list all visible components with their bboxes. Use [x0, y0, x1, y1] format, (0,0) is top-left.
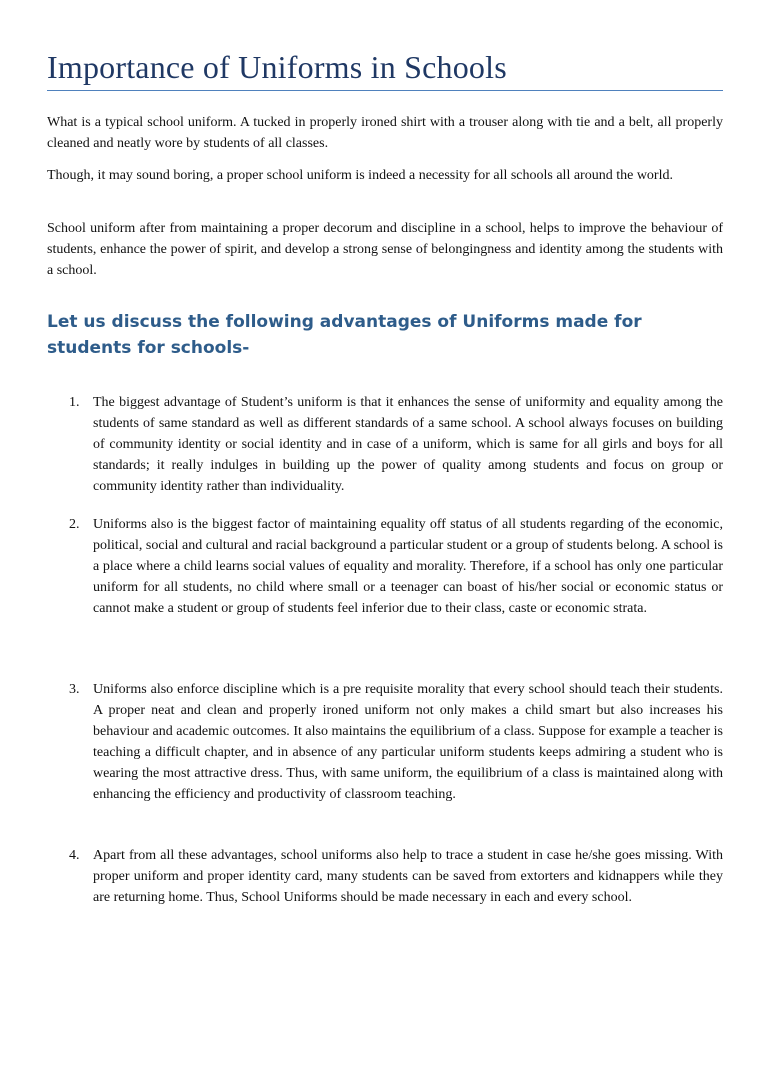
section-heading: Let us discuss the following advantages of Uniforms made for students for schools-: [47, 312, 642, 358]
title-underline: [47, 90, 723, 91]
advantage-text: Uniforms also is the biggest factor of maintaining equality off status of all students regarding of the economic, political, social and cultural and racial background a particular student or a group of students belong. A school is a place where a child learns social values of equality and morality. Therefore, if a school has only one particular uniform for all students, no child where small or a teenager can boast of his/her social or economic status or cannot make a student or group of students feel inferior due to their class, caste or economic strata.: [93, 517, 723, 616]
list-number: 2.: [69, 517, 80, 532]
page-title: Importance of Uniforms in Schools: [47, 49, 507, 85]
list-number: 3.: [69, 682, 80, 697]
advantage-text: The biggest advantage of Student’s uniform is that it enhances the sense of uniformity and equality among the students of same standard as well as different standards of a same school. A school always focuses on building of community identity or social identity and in case of a uniform, which is same for all girls and boys for all standards; it really indulges in building up the power of quality among students and focus on group or community identity rather than individuality.: [93, 395, 723, 494]
advantage-text: Uniforms also enforce discipline which is a pre requisite morality that every school should teach their students. A proper neat and clean and properly ironed uniform not only makes a child smart but also increases his behaviour and academic outcomes. It also maintains the equilibrium of a class. Suppose for example a teacher is teaching a difficult chapter, and in absence of any particular uniform students keeps admiring a student who is wearing the most attractive dress. Thus, with same uniform, the equilibrium of a class is maintained along with enhancing the efficiency and productivity of classroom teaching.: [93, 682, 723, 802]
intro-paragraph-3: School uniform after from maintaining a proper decorum and discipline in a school, helps to improve the behaviour of students, enhance the power of spirit, and develop a strong sense of belongingness and identity among the students with a school.: [47, 221, 723, 278]
intro-paragraph-2: Though, it may sound boring, a proper school uniform is indeed a necessity for all schools all around the world.: [47, 168, 673, 183]
intro-paragraph-1: What is a typical school uniform. A tucked in properly ironed shirt with a trouser along with tie and a belt, all properly cleaned and neatly wore by students of all classes.: [47, 115, 723, 151]
list-number: 1.: [69, 395, 80, 410]
list-number: 4.: [69, 848, 80, 863]
advantage-text: Apart from all these advantages, school uniforms also help to trace a student in case he/she goes missing. With proper uniform and proper identity card, many students can be saved from extorters and kidnappers while they are returning home. Thus, School Uniforms should be made necessary in each and every school.: [93, 848, 723, 905]
document-page: [47, 0, 723, 1087]
